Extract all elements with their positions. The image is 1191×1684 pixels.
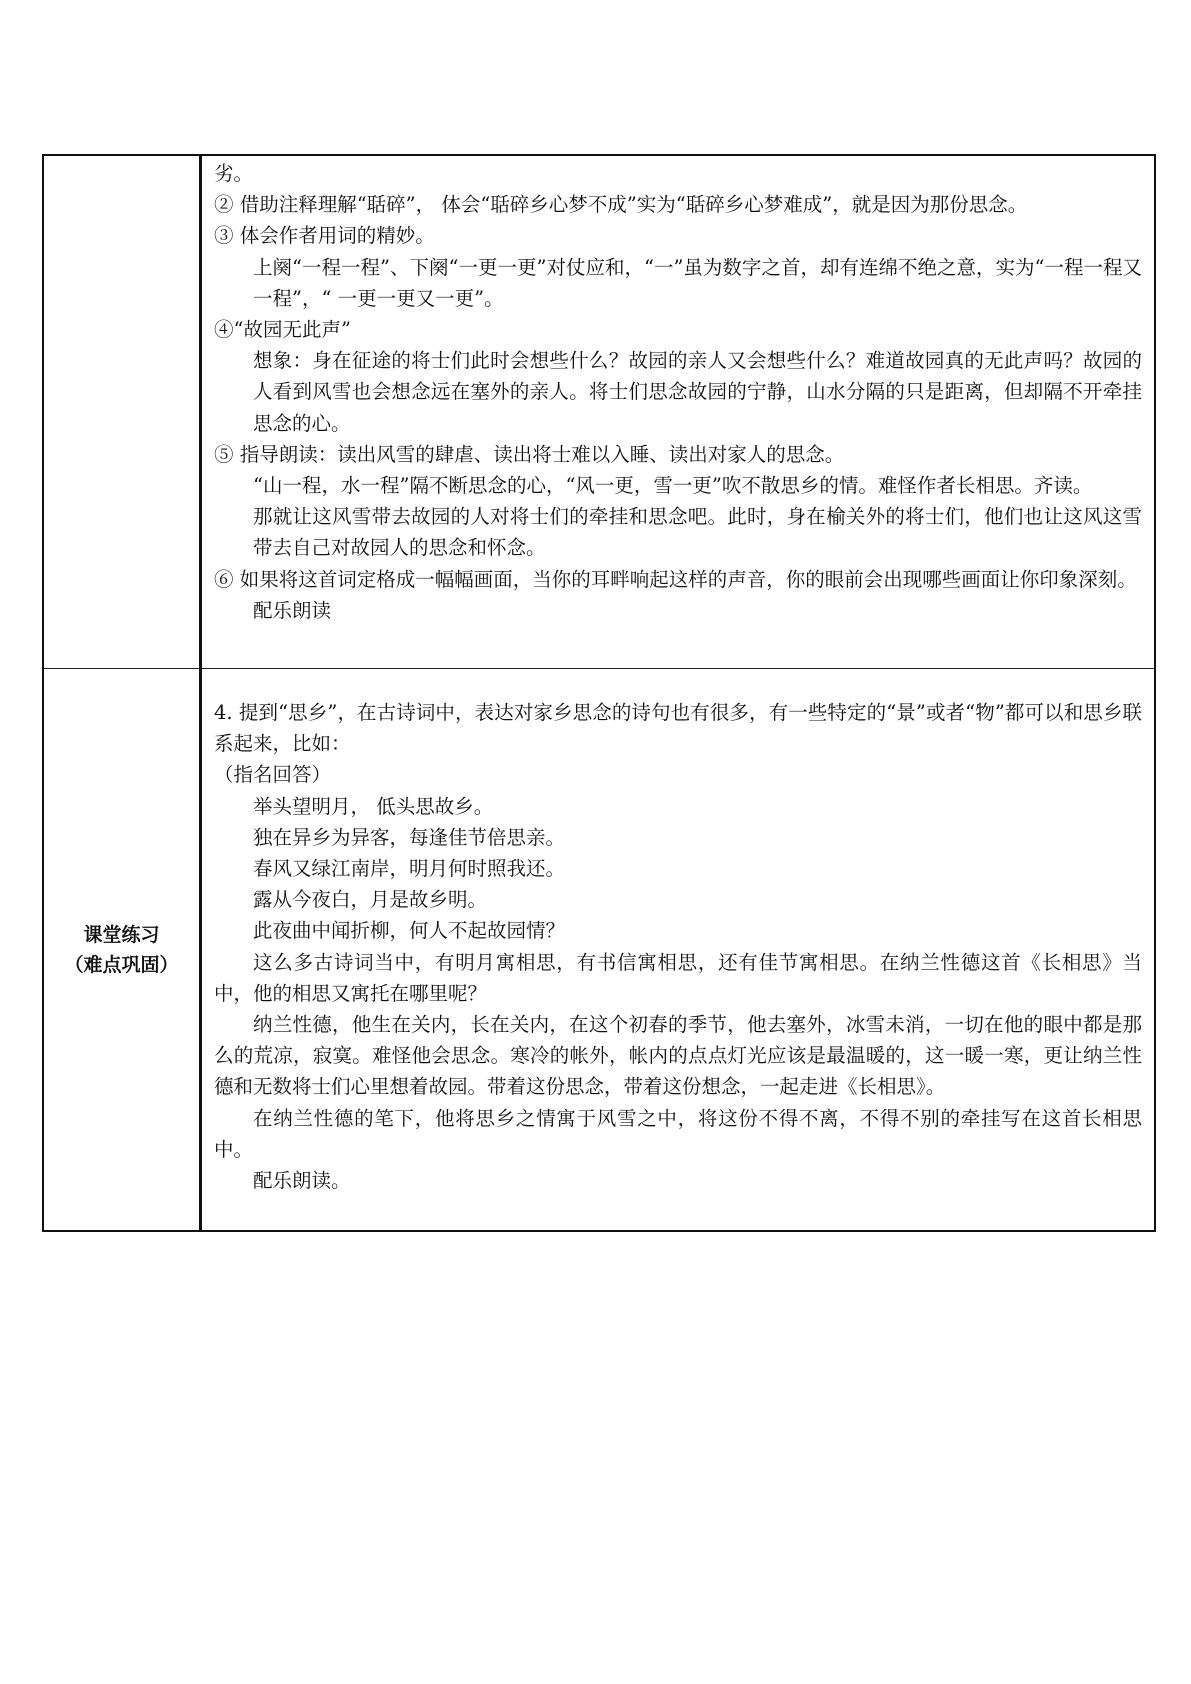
text-line: 露从今夜白，月是故乡明。 [253,888,488,912]
row-content [202,156,1154,630]
text-line: 上阕“一程一程”、下阕“一更一更”对仗应和，“一”虽为数字之首，却有连绵不绝之意，实为“一程一程又一程”，“ 一更一更又一更”。 [253,255,1142,310]
text-line: 此夜曲中闻折柳，何人不起故园情？ [253,919,566,943]
row-label-cell [43,155,201,669]
row-content-cell [201,155,1156,669]
row-content-cell [201,669,1156,1232]
text-line: 这么多古诗词当中，有明月寓相思，有书信寓相思，还有佳节寓相思。在纳兰性德这首《长相思》当中，他的相思又寓托在哪里呢？ [214,950,1142,1005]
text-line: ④“故园无此声” [214,318,351,342]
text-line: 配乐朗读。 [253,1169,351,1193]
text-line: 举头望明月， 低头思故乡。 [253,794,494,818]
text-line: 想象：身在征途的将士们此时会想些什么？故园的亲人又会想些什么？难道故园真的无此声吗？故园的人看到风雪也会想念远在塞外的亲人。将士们思念故园的宁静，山水分隔的只是距离，但却隔不开牵挂思念的心。 [253,349,1142,435]
text-line: （指名回答） [214,763,332,787]
text-line: ⑤ 指导朗读：读出风雪的肆虐、读出将士难以入睡、读出对家人的思念。 [214,442,845,466]
lesson-plan-table [42,154,1156,1232]
text-line: ⑥ 如果将这首词定格成一幅幅画面，当你的耳畔响起这样的声音，你的眼前会出现哪些画面让你印象深刻。 [214,567,1137,591]
row-label-cell [43,669,201,1232]
text-line: 劣。 [214,162,254,185]
row-content [202,669,1154,1230]
text-line: 在纳兰性德的笔下，他将思乡之情寓于风雪之中，将这份不得不离，不得不别的牵挂写在这首长相思中。 [214,1106,1142,1161]
text-line: ② 借助注释理解“聒碎”， 体会“聒碎乡心梦不成”实为“聒碎乡心梦难成”，就是因为那份思念。 [214,193,1028,217]
row-label-line2: （难点巩固） [64,953,179,976]
text-line: 配乐朗读 [253,598,332,622]
text-line: 纳兰性德，他生在关内，长在关内，在这个初春的季节，他去塞外，冰雪未消，一切在他的眼中都是那么的荒凉，寂寞。难怪他会思念。寒冷的帐外，帐内的点点灯光应该是最温暖的，这一暖一寒，更让纳兰性德和无数将士们心里想着故园。带着这份思念，带着这份想念，一起走进《长相思》。 [214,1013,1142,1099]
text-line: 春风又绿江南岸，明月何时照我还。 [253,857,566,881]
table-row [43,155,1155,669]
text-line: ③ 体会作者用词的精妙。 [214,224,435,248]
text-line: “山一程，水一程”隔不断思念的心，“风一更，雪一更”吹不散思乡的情。难怪作者长相思。齐读。 [253,474,1093,498]
text-line: 那就让这风雪带去故园的人对将士们的牵挂和思念吧。此时，身在榆关外的将士们，他们也让这风这雪带去自己对故园人的思念和怀念。 [253,505,1142,560]
text-line: 独在异乡为异客，每逢佳节倍思亲。 [253,825,566,849]
table-row [43,669,1155,1232]
text-line: 4. 提到“思乡”，在古诗词中，表达对家乡思念的诗句也有很多，有一些特定的“景”或者“物”都可以和思乡联系起来，比如： [214,701,1142,756]
row-label-line1: 课堂练习 [83,923,160,946]
